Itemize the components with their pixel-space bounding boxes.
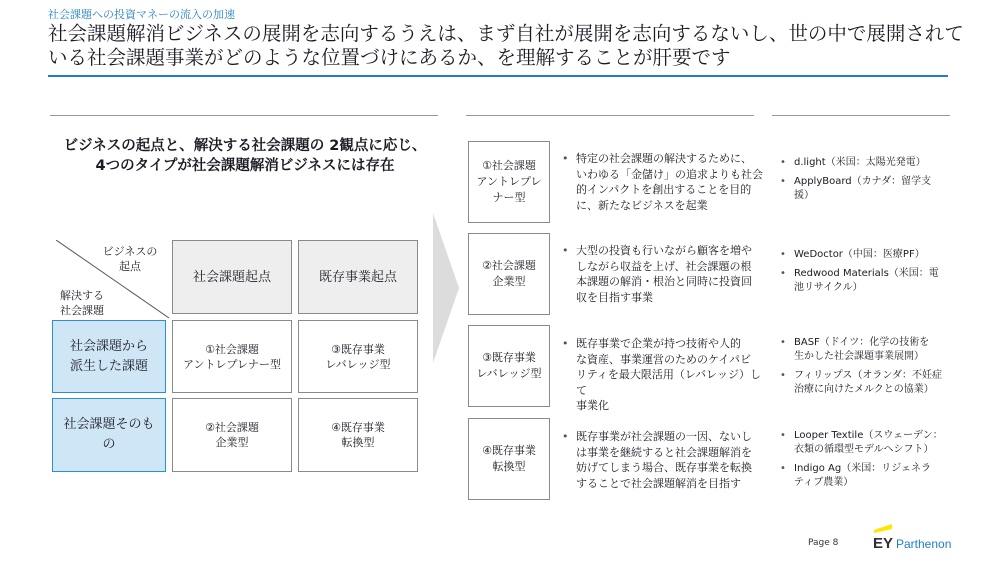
row-header-derived-issue [52, 320, 166, 393]
desc-line: 事業化 [576, 399, 609, 412]
axis-line: 起点 [119, 260, 141, 273]
cell-line: レバレッジ型 [325, 357, 391, 371]
type-description-4 [562, 429, 772, 491]
type-box-3 [468, 325, 550, 407]
row-header-line: 社会課題から [69, 338, 148, 354]
bullet-icon: • [780, 430, 786, 441]
axis-line: 社会課題 [60, 304, 104, 317]
row-header-line: 派生した課題 [69, 358, 148, 374]
logo-beam-icon [874, 524, 892, 533]
type-label-line: 企業型 [492, 275, 526, 288]
type-label-line: 転換型 [492, 460, 526, 473]
desc-line: 本課題の解消・根治と同時に投資回 [576, 275, 752, 288]
bullet-icon: • [780, 268, 786, 279]
left-section-divider [50, 115, 438, 116]
example-item [780, 462, 955, 490]
example-line: Indigo Ag（米国：リジェネラ [794, 463, 932, 474]
example-item [780, 429, 955, 457]
type-label-line: ②社会課題 [482, 259, 536, 272]
cell-line: 転換型 [341, 436, 375, 449]
type-examples-2 [780, 248, 955, 300]
desc-line: 既存事業が社会課題の一因、ないし [576, 430, 752, 443]
type-label-line: ④既存事業 [482, 444, 536, 457]
type-examples-3 [780, 336, 955, 402]
type-box-1 [468, 141, 550, 223]
type-label-line: レバレッジ型 [476, 367, 542, 380]
desc-line: に、新たなビジネスを起業 [576, 198, 708, 212]
example-line: ティブ農業） [794, 477, 854, 488]
type-label-line: ①社会課題 [482, 159, 536, 172]
col-header-social-origin: 社会課題起点 [172, 240, 292, 314]
type-box-2 [468, 233, 550, 315]
bullet-icon: • [780, 337, 786, 348]
desc-line: 特定の社会課題の解決するために、 [576, 152, 752, 165]
example-line: Looper Textile（スウェーデン： [794, 430, 943, 441]
desc-line: な資産、事業運営のためのケイパビ [576, 352, 752, 366]
desc-line: 収を目指す事業 [576, 290, 653, 304]
matrix-cell-type2 [172, 398, 292, 472]
type-description-1 [562, 151, 772, 213]
logo-name-text: Parthenon [896, 537, 952, 551]
axis-business-label [100, 244, 160, 274]
desc-line: 既存事業で企業が持つ技術や人的 [576, 337, 741, 350]
bullet-icon: • [562, 430, 569, 443]
cell-line: ③既存事業 [331, 342, 385, 356]
type-description-3 [562, 336, 772, 414]
example-line: d.light（米国：太陽光発電） [794, 157, 926, 168]
ey-parthenon-logo [870, 522, 990, 552]
example-item [780, 369, 955, 397]
example-line: 池リサイクル） [794, 282, 863, 293]
desc-line: いわゆる「金儲け」の追求よりも社会 [576, 167, 763, 181]
matrix-cell-type1 [172, 320, 292, 393]
cell-line: ④既存事業 [331, 421, 385, 434]
example-line: BASF（ドイツ：化学の技術を [794, 337, 930, 348]
example-item [780, 156, 955, 170]
example-line: 生かした社会課題事業展開） [794, 351, 924, 362]
headline-line: ビジネスの起点と、解決する社会課題の 2観点に応じ、 [63, 138, 427, 154]
example-line: 治療に向けたメルクとの協業） [794, 384, 934, 395]
example-line: 援） [794, 190, 814, 201]
cell-line: アントレプレナー型 [182, 357, 282, 371]
row-header-line: の [102, 437, 116, 452]
desc-line: しながら収益を上げ、社会課題の根 [576, 259, 752, 273]
col-header-existing-origin: 既存事業起点 [298, 240, 418, 314]
type-examples-4 [780, 429, 955, 495]
desc-line: 妨げてしまう場合、既存事業を転換 [576, 461, 752, 474]
cell-line: ②社会課題 [205, 421, 259, 434]
axis-line: ビジネスの [102, 245, 158, 258]
page-title: 社会課題解消ビジネスの展開を志向するうえは、まず自社が展開を志向するないし、世の中で展開されている社会課題事業がどのような位置づけにあるか、を理解することが肝要です [48, 22, 964, 69]
bullet-icon: • [780, 249, 786, 260]
example-line: 衣類の循環型モデルへシフト） [794, 444, 934, 455]
row-header-issue-itself [52, 398, 166, 472]
page-number: Page 8 [808, 538, 839, 548]
bullet-icon: • [780, 157, 786, 168]
cell-line: 企業型 [215, 436, 249, 449]
logo-ey-text: EY [873, 535, 894, 552]
example-item [780, 336, 955, 364]
type-description-2 [562, 243, 772, 305]
example-line: フィリップス（オランダ：不妊症 [794, 370, 942, 381]
middle-section-divider [466, 115, 754, 116]
example-item [780, 248, 955, 262]
bullet-icon: • [562, 244, 569, 257]
matrix-cell-type4 [298, 398, 418, 472]
right-section-divider [772, 115, 950, 116]
example-line: WeDoctor（中国：医療PF） [794, 249, 925, 260]
bullet-icon: • [780, 463, 786, 474]
type-examples-1 [780, 156, 955, 208]
section-tag: 社会課題への投資マネーの流入の加速 [48, 8, 235, 21]
left-headline [60, 136, 430, 176]
example-line: Redwood Materials（米国：電 [794, 268, 939, 279]
bullet-icon: • [780, 370, 786, 381]
desc-line: 的インパクトを創出することを目的 [576, 183, 752, 196]
desc-line: することで社会課題解消を目指す [576, 476, 741, 490]
type-label-line: ③既存事業 [482, 351, 536, 364]
desc-line: は事業を継続すると社会課題解消を [576, 445, 752, 459]
type-box-4 [468, 418, 550, 500]
axis-issue-label [52, 288, 112, 318]
example-item [780, 175, 955, 203]
chevron-right-icon [433, 213, 459, 363]
type-label-line: アントレプレ [476, 175, 542, 188]
example-line: ApplyBoard（カナダ：留学支 [794, 176, 932, 187]
matrix-cell-type3 [298, 320, 418, 393]
bullet-icon: • [780, 176, 786, 187]
desc-line: リティを最大限活用（レバレッジ）して [576, 368, 762, 397]
headline-line: 4つのタイプが社会課題解消ビジネスには存在 [95, 158, 395, 174]
example-item [780, 267, 955, 295]
row-header-line: 社会課題そのも [63, 417, 155, 432]
title-divider [48, 75, 948, 77]
bullet-icon: • [562, 152, 569, 165]
bullet-icon: • [562, 337, 569, 350]
axis-line: 解決する [60, 289, 104, 302]
type-label-line: ナー型 [492, 191, 526, 204]
desc-line: 大型の投資も行いながら顧客を増や [576, 244, 752, 257]
cell-line: ①社会課題 [205, 342, 259, 356]
